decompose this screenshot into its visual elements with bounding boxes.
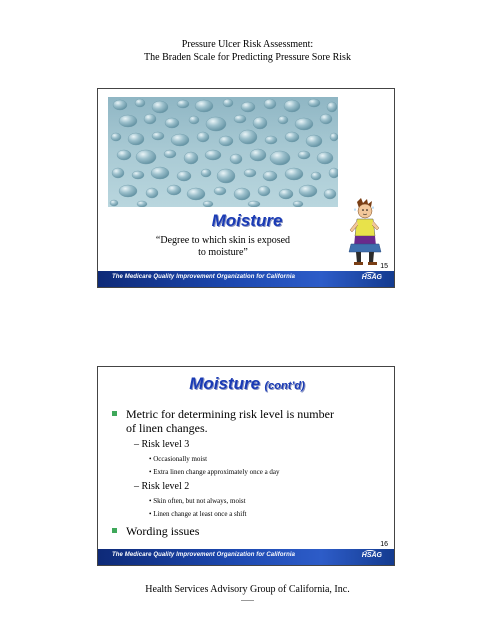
bullet-wording xyxy=(112,524,382,538)
green-square-bullet-icon xyxy=(112,411,117,416)
header-line-1: Pressure Ulcer Risk Assessment: xyxy=(181,39,314,50)
risk-level-2: – Risk level 2 xyxy=(134,481,190,492)
slide-16 xyxy=(97,366,395,566)
footer-tagline: The Medicare Quality Improvement Organization for California xyxy=(112,552,296,558)
slide-footer-bar xyxy=(98,271,395,287)
subtitle-line-1: “Degree to which skin is exposed xyxy=(155,235,291,246)
risk-level-3: – Risk level 3 xyxy=(134,439,190,450)
page-footer: Health Services Advisory Group of California, Inc. xyxy=(145,584,350,595)
bullet-text-line-2: of linen changes. xyxy=(126,421,208,435)
hsag-logo: HSAG xyxy=(361,274,382,281)
footer-divider xyxy=(241,600,254,601)
hsag-logo: HSAG xyxy=(361,552,382,559)
bullet-text-line-1: Metric for determining risk level is number xyxy=(126,407,334,421)
slide-title-suffix: (cont’d) xyxy=(264,380,305,392)
footer-tagline: The Medicare Quality Improvement Organization for California xyxy=(112,274,296,280)
slide-title xyxy=(98,374,395,394)
page-header xyxy=(0,38,495,64)
risk2-item-2: • Linen change at least once a shift xyxy=(149,510,247,518)
subtitle-line-2: to moisture” xyxy=(198,247,248,258)
water-droplets-image xyxy=(108,97,338,207)
slide-footer-bar xyxy=(98,549,395,565)
bullet-text: Wording issues xyxy=(126,524,200,538)
slide-subtitle xyxy=(138,235,308,259)
slide-15 xyxy=(97,88,395,288)
slide-title-main: Moisture xyxy=(189,374,261,393)
green-square-bullet-icon xyxy=(112,528,117,533)
sweating-person-clipart xyxy=(345,196,383,266)
slide-number: 15 xyxy=(380,263,388,270)
bullet-metric xyxy=(112,407,382,435)
header-line-2: The Braden Scale for Predicting Pressure Sore Risk xyxy=(144,52,351,63)
slide-number: 16 xyxy=(380,541,388,548)
slide-title: Moisture xyxy=(211,211,283,230)
risk2-item-1: • Skin often, but not always, moist xyxy=(149,497,246,505)
risk3-item-2: • Extra linen change approximately once a day xyxy=(149,468,280,476)
risk3-item-1: • Occasionally moist xyxy=(149,455,208,463)
